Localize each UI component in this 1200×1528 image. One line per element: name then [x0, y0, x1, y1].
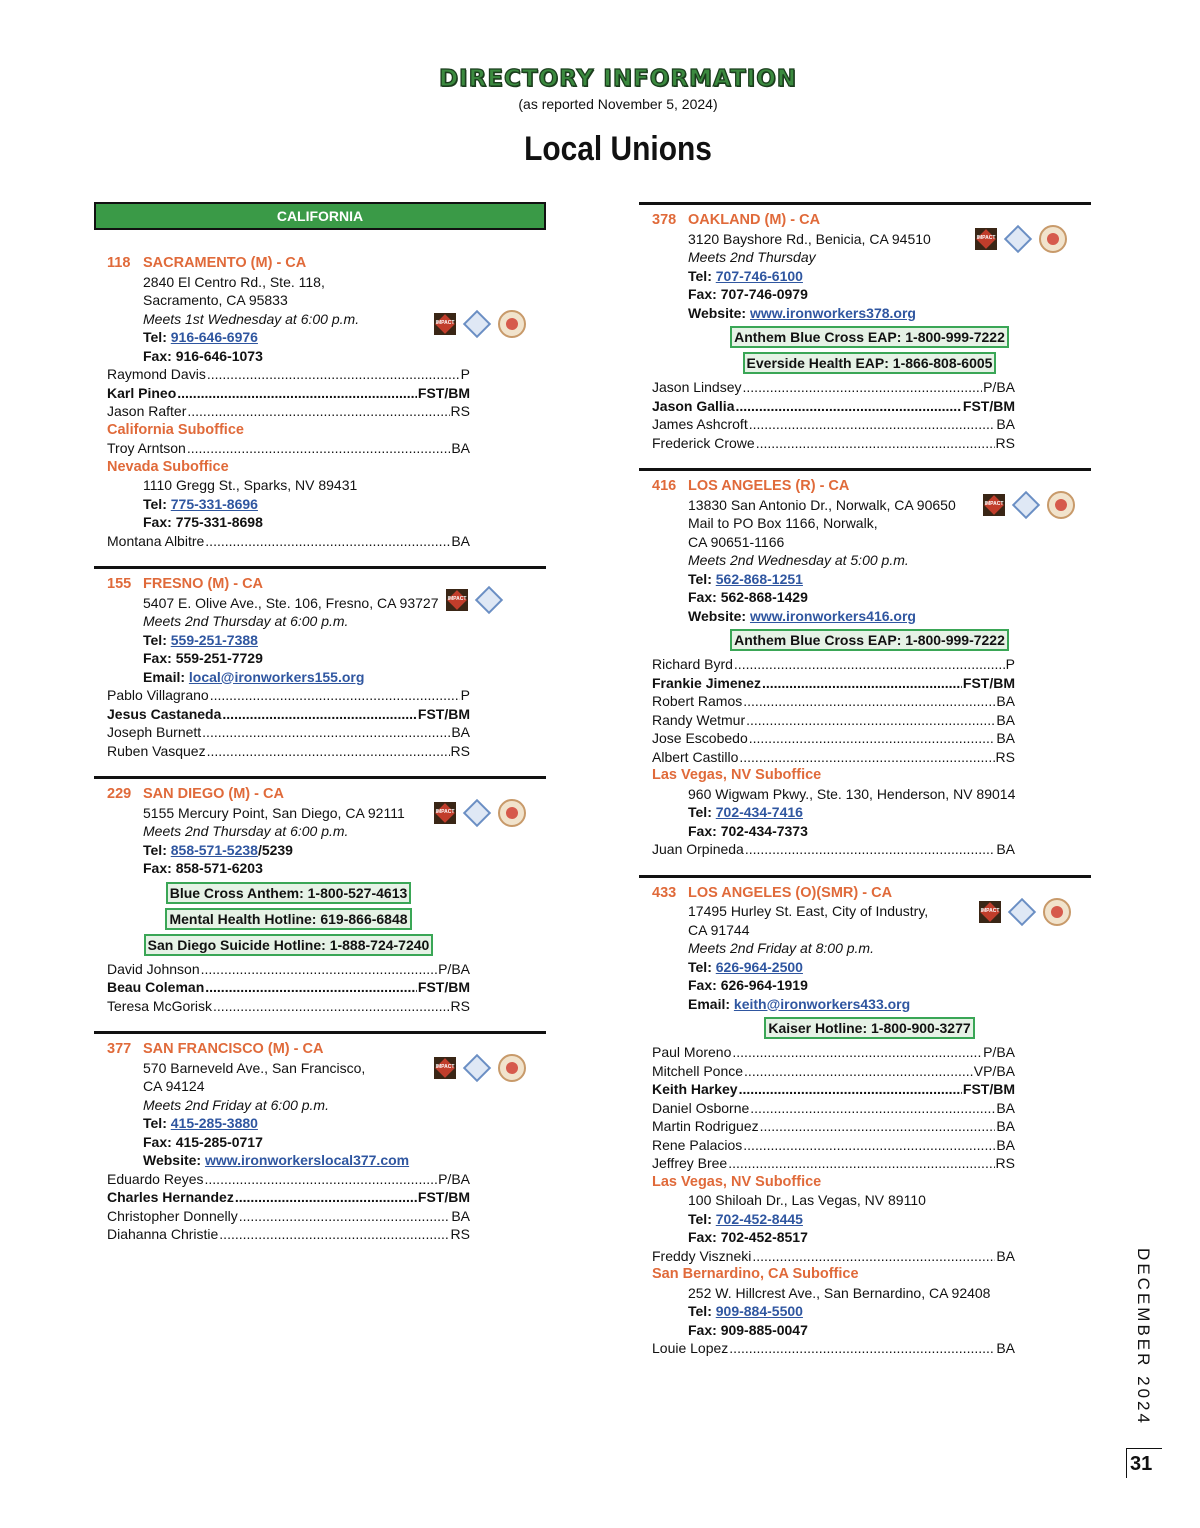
address-line: 5155 Mercury Point, San Diego, CA 92111 — [143, 804, 405, 821]
ironworkers-logo-icon — [434, 313, 456, 335]
email-link[interactable]: keith@ironworkers433.org — [733, 995, 911, 1012]
tel-line: Tel: 626-964-2500 — [688, 958, 803, 975]
local-logos — [979, 898, 1071, 926]
meeting-info: Meets 1st Wednesday at 6:00 p.m. — [143, 310, 360, 327]
officer-row: Ruben Vasquez ..... RS — [107, 742, 470, 761]
directory-subtitle: (as reported November 5, 2024) — [518, 96, 718, 112]
officer-row: Jeffrey Bree ..... RS — [652, 1154, 1015, 1173]
officer-row: Albert Castillo ..... RS — [652, 748, 1015, 767]
fax-line: Fax: 858-571-6203 — [143, 860, 263, 876]
diamond-emblem-icon — [463, 310, 491, 338]
address-line: 2840 El Centro Rd., Ste. 118, — [143, 273, 325, 290]
officer-row: Christopher Donnelly ..... BA — [107, 1207, 470, 1226]
local-logos — [446, 589, 503, 611]
tel-line: Tel: 415-285-3880 — [143, 1115, 258, 1131]
address-line: Sacramento, CA 95833 — [143, 292, 288, 308]
officer-row: David Johnson ..... P/BA — [107, 960, 470, 979]
tel-link[interactable]: 559-251-7388 — [170, 631, 258, 648]
fax-line: Fax: 775-331-8698 — [143, 514, 263, 530]
tel-line: Tel: 702-452-8445 — [688, 1210, 803, 1227]
left-column — [94, 202, 546, 1260]
website-line: Website: www.ironworkers416.org — [688, 607, 916, 624]
tel-line: Tel: 858-571-5238/5239 — [143, 841, 293, 858]
address-line: 570 Barneveld Ave., San Francisco, — [143, 1059, 366, 1076]
local-logos — [975, 225, 1067, 253]
meeting-info: Meets 2nd Wednesday at 5:00 p.m. — [688, 552, 909, 568]
meeting-info: Meets 2nd Thursday at 6:00 p.m. — [143, 613, 349, 629]
tel-line: Tel: 775-331-8696 — [143, 495, 258, 512]
local-155 — [94, 566, 546, 776]
officer-row: Frankie Jimenez ..... FST/BM — [652, 674, 1015, 693]
officer-row: James Ashcroft ..... BA — [652, 415, 1015, 434]
officer-row: Jason Rafter ..... RS — [107, 402, 470, 421]
officer-row: Keith Harkey ..... FST/BM — [652, 1080, 1015, 1099]
tel-link[interactable]: 909-884-5500 — [715, 1303, 803, 1319]
website-line: Website: www.ironworkerslocal377.com — [143, 1152, 410, 1168]
tel-line: Tel: 909-884-5500 — [688, 1303, 803, 1319]
officer-row: Montana Albitre ..... BA — [107, 532, 470, 551]
officer-row: Karl Pineo ..... FST/BM — [107, 384, 470, 403]
local-heading: 378 OAKLAND (M) - CA — [652, 212, 821, 228]
diamond-emblem-icon — [463, 1054, 491, 1082]
hotline-box: Everside Health EAP: 1-866-808-6005 — [743, 352, 997, 374]
hotline-block — [652, 324, 1015, 376]
hotline-block — [107, 880, 470, 958]
suboffice-heading: Nevada Suboffice — [107, 458, 229, 475]
local-logos — [434, 310, 526, 338]
diamond-emblem-icon — [1008, 897, 1036, 925]
ironworkers-logo-icon — [446, 589, 468, 611]
address-line: 5407 E. Olive Ave., Ste. 106, Fresno, CA 93727 — [143, 594, 439, 611]
officer-row: Jason Gallia ..... FST/BM — [652, 397, 1015, 416]
fax-line: Fax: 702-452-8517 — [688, 1229, 808, 1245]
address-line: CA 94124 — [143, 1078, 205, 1094]
tel-link[interactable]: 702-452-8445 — [715, 1210, 803, 1227]
tel-link[interactable]: 562-868-1251 — [715, 570, 803, 587]
officer-row: Daniel Osborne ..... BA — [652, 1099, 1015, 1118]
ironworkers-logo-icon — [983, 494, 1005, 516]
officer-row: Robert Ramos ..... BA — [652, 692, 1015, 711]
ironworkers-logo-icon — [979, 901, 1001, 923]
diamond-emblem-icon — [1004, 225, 1032, 253]
meeting-info: Meets 2nd Friday at 6:00 p.m. — [143, 1096, 329, 1113]
directory-title: DIRECTORY INFORMATION — [438, 66, 798, 92]
diamond-emblem-icon — [463, 799, 491, 827]
meeting-info: Meets 2nd Friday at 8:00 p.m. — [688, 940, 874, 956]
tel-link[interactable]: 626-964-2500 — [715, 958, 803, 975]
fax-line: Fax: 909-885-0047 — [688, 1321, 808, 1338]
officer-row: Martin Rodriguez ..... BA — [652, 1117, 1015, 1136]
address-line: 252 W. Hillcrest Ave., San Bernardino, CA 92408 — [688, 1284, 991, 1301]
officer-row: Eduardo Reyes ..... P/BA — [107, 1170, 470, 1189]
tel-line: Tel: 559-251-7388 — [143, 631, 258, 648]
tel-link[interactable]: 702-434-7416 — [715, 804, 803, 820]
website-link[interactable]: www.ironworkerslocal377.com — [204, 1152, 410, 1168]
tel-line: Tel: 916-646-6976 — [143, 329, 258, 345]
address-line: 100 Shiloah Dr., Las Vegas, NV 89110 — [688, 1192, 926, 1208]
officer-row: Randy Wetmur ..... BA — [652, 711, 1015, 730]
tel-link[interactable]: 775-331-8696 — [170, 495, 258, 512]
email-line: Email: local@ironworkers155.org — [143, 668, 365, 685]
tel-line: Tel: 702-434-7416 — [688, 804, 803, 820]
address-line: 17495 Hurley St. East, City of Industry, — [688, 903, 929, 919]
officer-row: Jason Lindsey ..... P/BA — [652, 378, 1015, 397]
tel-line: Tel: 562-868-1251 — [688, 570, 803, 587]
fax-line: Fax: 916-646-1073 — [143, 347, 263, 364]
officer-row: Paul Moreno ..... P/BA — [652, 1043, 1015, 1062]
website-link[interactable]: www.ironworkers378.org — [749, 304, 916, 321]
fax-line: Fax: 415-285-0717 — [143, 1133, 263, 1150]
local-heading: 416 LOS ANGELES (R) - CA — [652, 478, 850, 494]
local-229 — [94, 776, 546, 1031]
ironworkers-logo-icon — [434, 1057, 456, 1079]
ironworkers-logo-icon — [975, 228, 997, 250]
address-line: 960 Wigwam Pkwy., Ste. 130, Henderson, NV 89014 — [688, 785, 1016, 802]
officer-row: Freddy Viszneki ..... BA — [652, 1247, 1015, 1266]
fax-line: Fax: 707-746-0979 — [688, 286, 808, 302]
email-line: Email: keith@ironworkers433.org — [688, 995, 911, 1012]
diamond-emblem-icon — [1012, 491, 1040, 519]
state-banner: CALIFORNIA — [94, 202, 546, 230]
seal-emblem-icon — [498, 310, 526, 338]
address-line: CA 90651-1166 — [688, 533, 785, 550]
officer-row: Louie Lopez ..... BA — [652, 1339, 1015, 1358]
seal-emblem-icon — [1047, 491, 1075, 519]
local-logos — [434, 799, 526, 827]
local-118 — [94, 248, 546, 566]
fax-line: Fax: 559-251-7729 — [143, 650, 263, 666]
address-line: 13830 San Antonio Dr., Norwalk, CA 90650 — [688, 496, 956, 513]
seal-emblem-icon — [498, 1054, 526, 1082]
officer-row: Jesus Castaneda ..... FST/BM — [107, 705, 470, 724]
suboffice-heading: California Suboffice — [107, 421, 244, 438]
hotline-box: Blue Cross Anthem: 1-800-527-4613 — [166, 882, 412, 904]
local-heading: 377 SAN FRANCISCO (M) - CA — [107, 1041, 324, 1057]
suboffice-heading: San Bernardino, CA Suboffice — [652, 1266, 859, 1282]
local-378 — [639, 202, 1091, 468]
issue-month: DECEMBER 2024 — [1134, 1248, 1153, 1426]
ironworkers-logo-icon — [434, 802, 456, 824]
website-line: Website: www.ironworkers378.org — [688, 304, 916, 321]
hotline-box: Anthem Blue Cross EAP: 1-800-999-7222 — [730, 629, 1009, 651]
hotline-block — [652, 627, 1015, 653]
hotline-box: Mental Health Hotline: 619-866-6848 — [165, 908, 411, 930]
local-416 — [639, 468, 1091, 875]
officer-row: Joseph Burnett ..... BA — [107, 723, 470, 742]
officer-row: Frederick Crowe ..... RS — [652, 434, 1015, 453]
seal-emblem-icon — [498, 799, 526, 827]
hotline-box: Anthem Blue Cross EAP: 1-800-999-7222 — [730, 326, 1009, 348]
officer-row: Mitchell Ponce ..... VP/BA — [652, 1062, 1015, 1081]
officer-row: Troy Arntson ..... BA — [107, 439, 470, 458]
local-377 — [94, 1031, 546, 1260]
seal-emblem-icon — [1039, 225, 1067, 253]
officer-row: Teresa McGorisk ..... RS — [107, 997, 470, 1016]
address-line: 1110 Gregg St., Sparks, NV 89431 — [143, 477, 358, 493]
local-logos — [434, 1054, 526, 1082]
local-heading: 155 FRESNO (M) - CA — [107, 576, 264, 592]
officer-row: Juan Orpineda ..... BA — [652, 840, 1015, 859]
suboffice-heading: Las Vegas, NV Suboffice — [652, 1173, 822, 1190]
website-link[interactable]: www.ironworkers416.org — [749, 607, 916, 624]
page-number: 31 — [1130, 1453, 1153, 1475]
local-logos — [983, 491, 1075, 519]
tel-line: Tel: 707-746-6100 — [688, 267, 803, 284]
tel-link[interactable]: 707-746-6100 — [715, 267, 803, 284]
local-heading: 229 SAN DIEGO (M) - CA — [107, 786, 284, 802]
officer-row: Pablo Villagrano ..... P — [107, 686, 470, 705]
address-line: 3120 Bayshore Rd., Benicia, CA 94510 — [688, 230, 931, 247]
officer-row: Rene Palacios ..... BA — [652, 1136, 1015, 1155]
officer-row: Diahanna Christie ..... RS — [107, 1225, 470, 1244]
page-title: Local Unions — [524, 130, 712, 168]
page-header — [0, 66, 1200, 169]
hotline-block — [652, 1015, 1015, 1041]
fax-line: Fax: 626-964-1919 — [688, 977, 808, 993]
page-rule — [1126, 1448, 1162, 1449]
officer-row: Raymond Davis ..... P — [107, 365, 470, 384]
seal-emblem-icon — [1043, 898, 1071, 926]
suboffice-heading: Las Vegas, NV Suboffice — [652, 767, 822, 783]
meeting-info: Meets 2nd Thursday — [688, 249, 816, 265]
hotline-box: Kaiser Hotline: 1-800-900-3277 — [764, 1017, 974, 1039]
officer-row: Jose Escobedo ..... BA — [652, 729, 1015, 748]
officer-row: Richard Byrd ..... P — [652, 655, 1015, 674]
tel-link[interactable]: 858-571-5238 — [170, 841, 258, 858]
officer-row: Beau Coleman ..... FST/BM — [107, 978, 470, 997]
hotline-box: San Diego Suicide Hotline: 1-888-724-7240 — [144, 934, 434, 956]
diamond-emblem-icon — [475, 586, 503, 614]
fax-line: Fax: 562-868-1429 — [688, 589, 808, 605]
address-line: CA 91744 — [688, 921, 750, 938]
officer-row: Charles Hernandez ..... FST/BM — [107, 1188, 470, 1207]
right-column — [639, 202, 1091, 1374]
tel-link[interactable]: 916-646-6976 — [170, 329, 258, 345]
tel-link[interactable]: 415-285-3880 — [170, 1115, 258, 1131]
page-rule-vertical — [1126, 1448, 1127, 1478]
fax-line: Fax: 702-434-7373 — [688, 822, 808, 839]
meeting-info: Meets 2nd Thursday at 6:00 p.m. — [143, 823, 349, 839]
local-heading: 118 SACRAMENTO (M) - CA — [107, 255, 307, 271]
address-line: Mail to PO Box 1166, Norwalk, — [688, 515, 878, 531]
local-heading: 433 LOS ANGELES (O)(SMR) - CA — [652, 884, 893, 901]
email-link[interactable]: local@ironworkers155.org — [188, 668, 365, 685]
local-433 — [639, 875, 1091, 1374]
